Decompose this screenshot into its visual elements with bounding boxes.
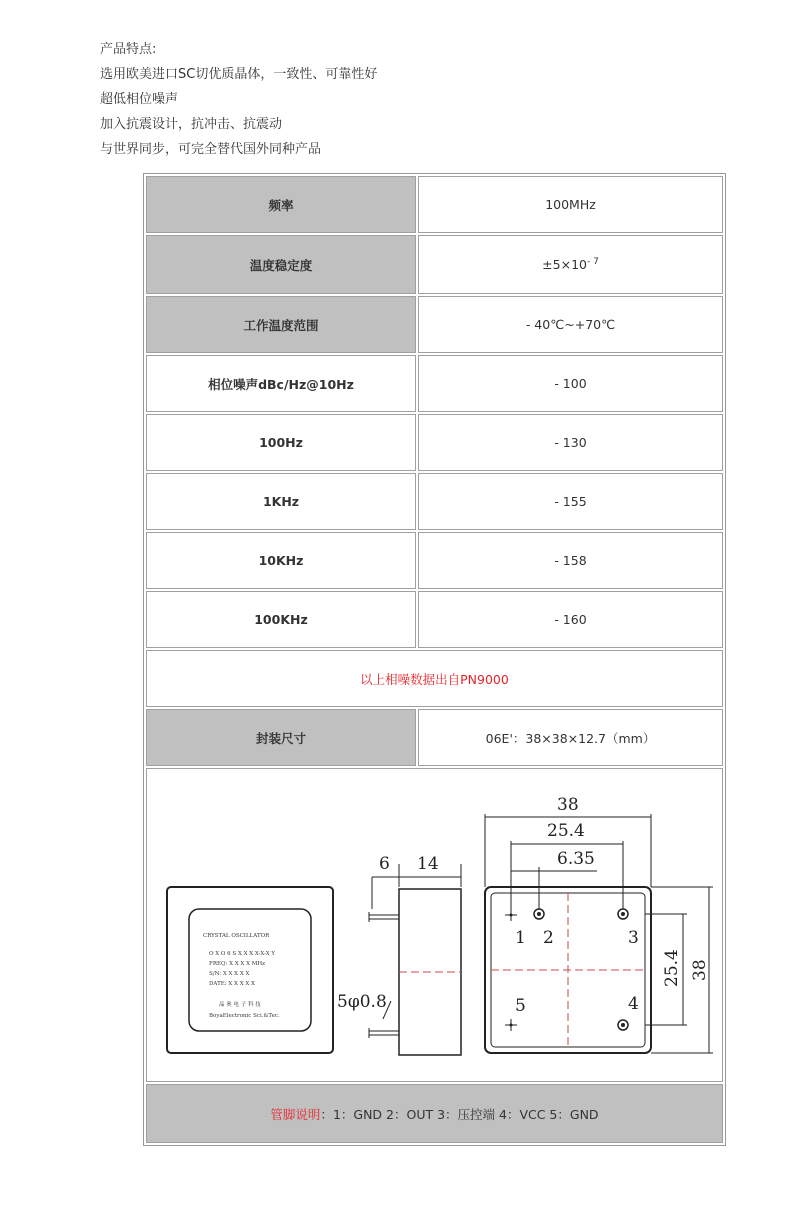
feature-list: [100, 37, 377, 162]
spec-label-frequency: 频率: [146, 176, 416, 233]
spec-label-100khz: 100KHz: [146, 591, 416, 648]
spec-value-phase-noise-10hz: - 100: [418, 355, 723, 412]
pin-legend-text: ：1：GND 2：OUT 3：压控端 4：VCC 5：GND: [320, 1106, 599, 1122]
label-line-3: FREQ: X X X X MHz: [209, 961, 266, 967]
spec-label-package: 封装尺寸: [146, 709, 416, 766]
phase-noise-note: 以上相噪数据出自PN9000: [146, 650, 723, 707]
label-line-5: DATE: X X X X X: [209, 981, 255, 987]
dimension-drawing-cell: [146, 768, 723, 1082]
spec-label-1khz: 1KHz: [146, 473, 416, 530]
spec-value-package: 06E'：38×38×12.7（mm）: [418, 709, 723, 766]
dim-25-4-top: 25.4: [547, 821, 585, 841]
label-line-6: 晶 奥 电 子 科 技: [219, 1002, 261, 1008]
stability-exponent: - 7: [586, 256, 599, 267]
spec-value-temp-range: - 40℃~+70℃: [418, 296, 723, 353]
spec-label-temp-range: 工作温度范围: [146, 296, 416, 353]
feature-item: 选用欧美进口SC切优质晶体，一致性、可靠性好: [100, 67, 378, 82]
label-line-4: S/N: X X X X X: [209, 971, 250, 977]
label-line-2: O X O 6 S X X X X-X-X Y: [209, 951, 275, 957]
spec-value-100khz: - 160: [418, 591, 723, 648]
dim-pin-diameter: 5φ0.8: [337, 992, 387, 1012]
spec-value-stability: [418, 235, 723, 294]
spec-label-10khz: 10KHz: [146, 532, 416, 589]
dim-6: 6: [379, 854, 390, 874]
spec-value-frequency: 100MHz: [418, 176, 723, 233]
feature-item: 加入抗震设计，抗冲击、抗震动: [100, 117, 283, 132]
spec-value-100hz: - 130: [418, 414, 723, 471]
pin-legend-title: 管脚说明: [270, 1106, 321, 1122]
dim-6-35: 6.35: [557, 849, 595, 869]
dimension-drawing: [147, 769, 720, 1081]
dim-38-top: 38: [557, 795, 579, 815]
spec-value-1khz: - 155: [418, 473, 723, 530]
label-line-1: CRYSTAL OSCILLATOR: [203, 933, 270, 939]
dim-25-4-side: 25.4: [662, 949, 682, 987]
spec-value-10khz: - 158: [418, 532, 723, 589]
stability-base: ±5×10: [542, 257, 587, 273]
spec-table: [143, 173, 726, 1146]
label-line-7: BoyaElectronic Sci.&Tec.: [209, 1013, 280, 1019]
spec-label-stability: 温度稳定度: [146, 235, 416, 294]
pin-3-label: 3: [628, 928, 639, 948]
feature-title: 产品特点:: [100, 42, 157, 57]
dim-14: 14: [417, 854, 439, 874]
pin-5-label: 5: [515, 996, 526, 1016]
pin-4-label: 4: [628, 994, 639, 1014]
spec-label-phase-noise-10hz: 相位噪声dBc/Hz@10Hz: [146, 355, 416, 412]
feature-item: 与世界同步，可完全替代国外同种产品: [100, 142, 322, 157]
pin-legend: [146, 1084, 723, 1143]
pin-1-label: 1: [515, 928, 526, 948]
dim-38-side: 38: [690, 959, 710, 981]
feature-item: 超低相位噪声: [100, 92, 179, 107]
spec-label-100hz: 100Hz: [146, 414, 416, 471]
pin-2-label: 2: [543, 928, 554, 948]
